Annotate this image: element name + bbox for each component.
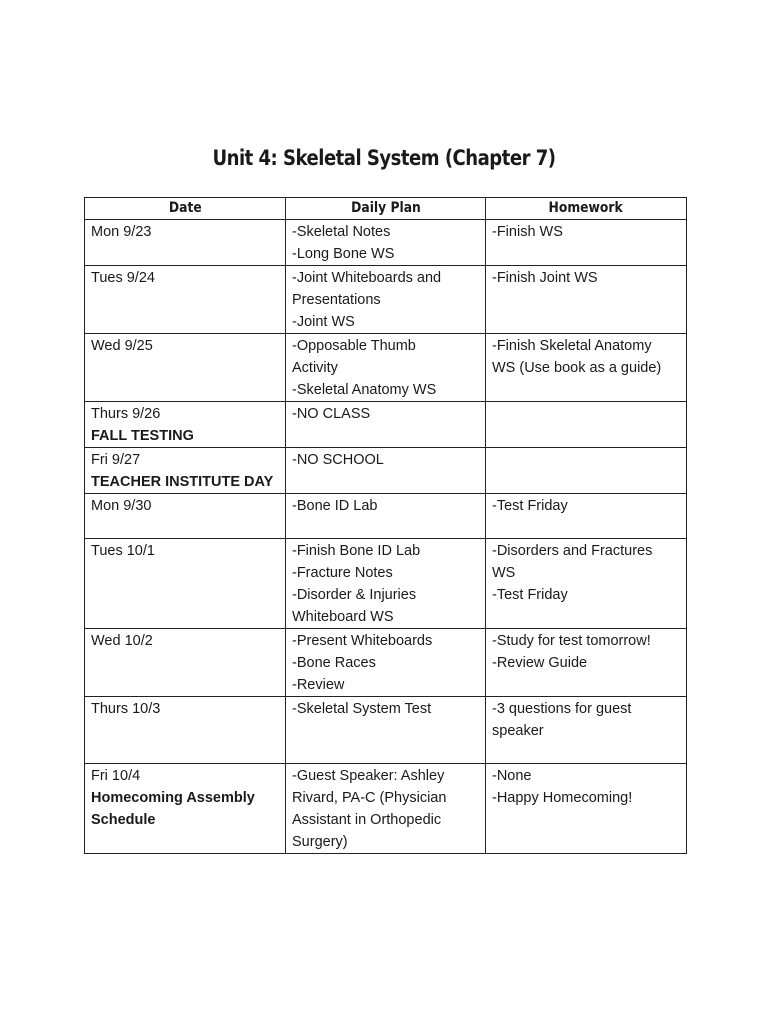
- homework-line: -Test Friday: [492, 498, 568, 514]
- plan-line: -Guest Speaker: Ashley: [292, 768, 445, 784]
- cell-date: [85, 494, 286, 539]
- homework-line: -Test Friday: [492, 587, 568, 603]
- plan-line: Whiteboard WS: [292, 609, 394, 625]
- cell-homework: [486, 764, 687, 854]
- plan-line: -Skeletal Notes: [292, 224, 391, 240]
- cell-homework: [486, 334, 687, 402]
- cell-date: [85, 334, 286, 402]
- homework-line: WS: [492, 565, 516, 581]
- homework-line: speaker: [492, 723, 544, 739]
- cell-date: [85, 266, 286, 334]
- date-text: Tues 10/1: [91, 543, 155, 559]
- plan-line: -Bone ID Lab: [292, 498, 378, 514]
- page-title: Unit 4: Skeletal System (Chapter 7): [212, 146, 556, 170]
- header-date: Date: [85, 198, 286, 220]
- cell-daily-plan: [286, 494, 486, 539]
- cell-daily-plan: [286, 697, 486, 764]
- cell-daily-plan: [286, 220, 486, 266]
- cell-homework: [486, 266, 687, 334]
- table-row: [85, 629, 687, 697]
- cell-daily-plan: [286, 448, 486, 494]
- date-note: Schedule: [91, 812, 156, 828]
- table-header-row: [85, 198, 687, 220]
- homework-line: -Review Guide: [492, 655, 588, 671]
- plan-line: -Present Whiteboards: [292, 633, 433, 649]
- schedule-table: [84, 197, 687, 854]
- table-row: [85, 220, 687, 266]
- plan-line: -Finish Bone ID Lab: [292, 543, 421, 559]
- plan-line: -Long Bone WS: [292, 246, 395, 262]
- plan-line: -Review: [292, 677, 345, 693]
- homework-line: -Study for test tomorrow!: [492, 633, 651, 649]
- table-row: [85, 764, 687, 854]
- date-text: Fri 9/27: [91, 452, 141, 468]
- table-row: [85, 402, 687, 448]
- date-text: Mon 9/23: [91, 224, 152, 240]
- plan-line: Surgery): [292, 834, 348, 850]
- plan-line: Activity: [292, 360, 338, 376]
- plan-line: Assistant in Orthopedic: [292, 812, 442, 828]
- date-note: Homecoming Assembly: [91, 790, 255, 806]
- date-text: Wed 10/2: [91, 633, 153, 649]
- cell-homework: [486, 697, 687, 764]
- table-row: [85, 334, 687, 402]
- plan-line: -Skeletal Anatomy WS: [292, 382, 437, 398]
- cell-date: [85, 220, 286, 266]
- date-note: TEACHER INSTITUTE DAY: [91, 474, 274, 490]
- date-text: Fri 10/4: [91, 768, 141, 784]
- cell-daily-plan: [286, 764, 486, 854]
- plan-line: -Bone Races: [292, 655, 376, 671]
- plan-line: -Joint WS: [292, 314, 355, 330]
- plan-line: -Disorder & Injuries: [292, 587, 417, 603]
- homework-line: -Finish Joint WS: [492, 270, 598, 286]
- plan-line: -NO CLASS: [292, 406, 371, 422]
- cell-homework: [486, 539, 687, 629]
- table-row: [85, 266, 687, 334]
- homework-line: -Finish Skeletal Anatomy: [492, 338, 652, 354]
- homework-line: -Finish WS: [492, 224, 563, 240]
- date-text: Mon 9/30: [91, 498, 152, 514]
- homework-line: -None: [492, 768, 532, 784]
- plan-line: -Joint Whiteboards and: [292, 270, 442, 286]
- table-row: [85, 697, 687, 764]
- date-text: Thurs 10/3: [91, 701, 161, 717]
- table-row: [85, 494, 687, 539]
- homework-line: -3 questions for guest: [492, 701, 632, 717]
- cell-daily-plan: [286, 334, 486, 402]
- schedule-body: [85, 220, 687, 854]
- cell-date: [85, 697, 286, 764]
- plan-line: -Skeletal System Test: [292, 701, 432, 717]
- plan-line: Presentations: [292, 292, 381, 308]
- homework-line: -Disorders and Fractures: [492, 543, 653, 559]
- cell-homework: [486, 220, 687, 266]
- plan-line: -Opposable Thumb: [292, 338, 416, 354]
- date-text: Wed 9/25: [91, 338, 153, 354]
- header-daily-plan: Daily Plan: [286, 198, 486, 220]
- cell-daily-plan: [286, 629, 486, 697]
- cell-homework: [486, 402, 687, 448]
- cell-daily-plan: [286, 402, 486, 448]
- cell-daily-plan: [286, 539, 486, 629]
- date-text: Tues 9/24: [91, 270, 155, 286]
- plan-line: Rivard, PA-C (Physician: [292, 790, 447, 806]
- cell-homework: [486, 629, 687, 697]
- cell-date: [85, 448, 286, 494]
- cell-homework: [486, 494, 687, 539]
- cell-date: [85, 629, 286, 697]
- cell-date: [85, 539, 286, 629]
- table-row: [85, 539, 687, 629]
- header-homework: Homework: [486, 198, 687, 220]
- cell-homework: [486, 448, 687, 494]
- date-text: Thurs 9/26: [91, 406, 161, 422]
- homework-line: -Happy Homecoming!: [492, 790, 633, 806]
- cell-daily-plan: [286, 266, 486, 334]
- homework-line: WS (Use book as a guide): [492, 360, 662, 376]
- table-row: [85, 448, 687, 494]
- plan-line: -Fracture Notes: [292, 565, 393, 581]
- cell-date: [85, 764, 286, 854]
- cell-date: [85, 402, 286, 448]
- date-note: FALL TESTING: [91, 428, 194, 444]
- plan-line: -NO SCHOOL: [292, 452, 384, 468]
